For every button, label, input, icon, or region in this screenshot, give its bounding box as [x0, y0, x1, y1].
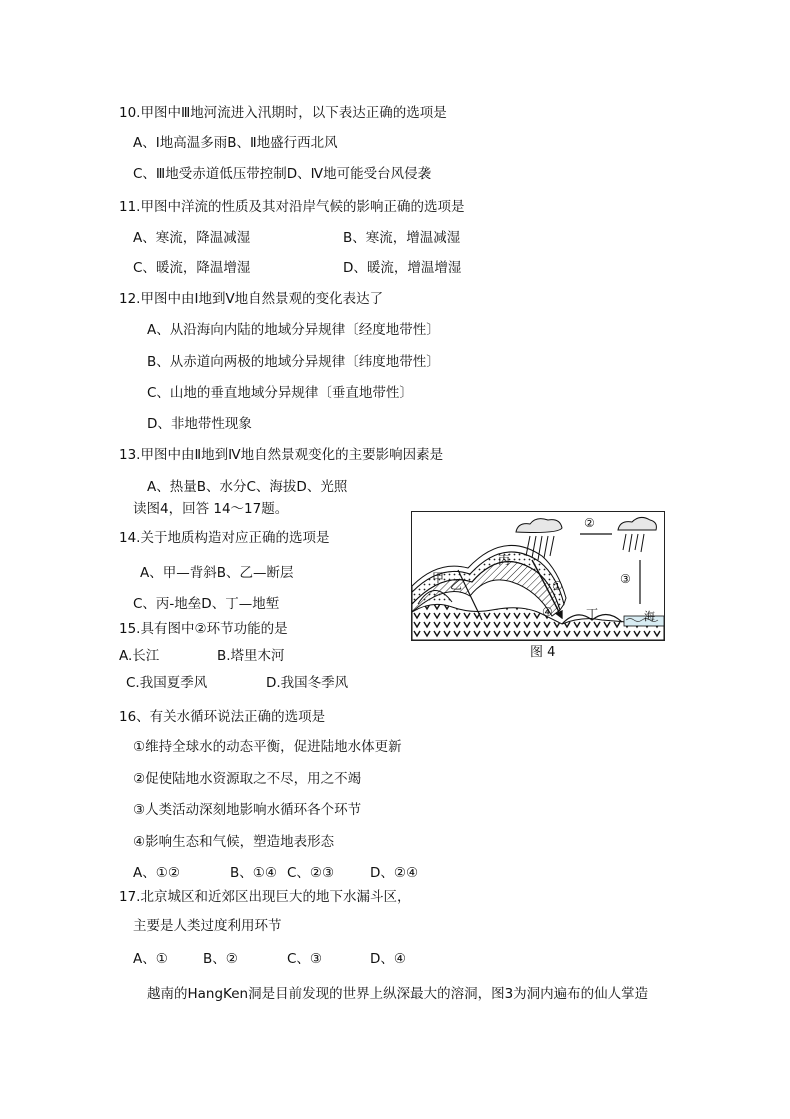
q17-options: [133, 950, 433, 968]
figure-caption: 图 4: [530, 645, 556, 660]
q13-options: A、热量B、水分C、海拔D、光照: [147, 479, 348, 495]
q11-options-row1: [133, 229, 533, 247]
q16-option-b: B、①④: [230, 865, 277, 881]
q16-stem: 16、有关水循环说法正确的选项是: [119, 709, 326, 725]
q17-option-a: A、①: [133, 951, 168, 967]
q16-statement-4: ④影响生态和气候，塑造地表形态: [133, 834, 335, 850]
label-circle-4: ④: [542, 605, 553, 619]
q16-statement-1: ①维持全球水的动态平衡，促进陆地水体更新: [133, 739, 402, 755]
label-circle-3: ③: [620, 572, 631, 586]
q14-options-ab: A、甲—背斜B、乙—断层: [140, 565, 294, 581]
label-jia: 甲: [432, 571, 445, 585]
q11-option-c: C、暖流，降温增湿: [133, 260, 251, 276]
q11-options-row2: [133, 259, 533, 277]
q17-option-c: C、③: [287, 951, 323, 967]
q11-option-b: B、寒流，增温减湿: [343, 230, 461, 246]
q16-statement-2: ②促使陆地水资源取之不尽，用之不竭: [133, 771, 362, 787]
q15-option-b: B.塔里木河: [217, 648, 285, 664]
q11-stem: 11.甲图中洋流的性质及其对沿岸气候的影响正确的选项是: [119, 199, 465, 215]
q17-stem-line2: 主要是人类过度利用环节: [133, 918, 282, 934]
q16-option-a: A、①②: [133, 865, 180, 881]
q15-option-c: C.我国夏季风: [126, 675, 208, 691]
q16-statement-3: ③人类活动深刻地影响水循环各个环节: [133, 802, 362, 818]
label-sea: 海: [644, 610, 655, 623]
q15-options-row1: [119, 647, 399, 665]
q13-stem: 13.甲图中由Ⅱ地到Ⅳ地自然景观变化的主要影响因素是: [119, 447, 444, 463]
q15-option-d: D.我国冬季风: [266, 675, 349, 691]
rain-right: [623, 534, 644, 552]
q12-option-b: B、从赤道向两极的地域分异规律〔纬度地带性〕: [147, 354, 440, 370]
q11-option-a: A、寒流，降温减湿: [133, 230, 251, 246]
q11-option-d: D、暖流，增温增湿: [343, 260, 462, 276]
label-circle-2: ②: [584, 516, 595, 530]
q17-option-b: B、②: [203, 951, 238, 967]
q10-options-cd: C、Ⅲ地受赤道低压带控制D、Ⅳ地可能受台风侵袭: [133, 166, 432, 182]
label-yi: 乙: [450, 578, 463, 592]
label-ding: 丁: [586, 607, 599, 621]
cloud-left: [516, 519, 562, 533]
q17-stem-line1: 17.北京城区和近郊区出现巨大的地下水漏斗区，: [119, 889, 411, 905]
q10-options-ab: A、Ⅰ地高温多雨B、Ⅱ地盛行西北风: [133, 135, 338, 151]
q16-options: [133, 864, 453, 882]
q15-option-a: A.长江: [119, 648, 160, 664]
cloud-right: [618, 517, 656, 530]
q12-stem: 12.甲图中由Ⅰ地到Ⅴ地自然景观的变化表达了: [119, 291, 384, 307]
q12-option-d: D、非地带性现象: [147, 416, 252, 432]
q10-stem: 10.甲图中Ⅲ地河流进入汛期时，以下表达正确的选项是: [119, 105, 447, 121]
label-bing: 丙: [498, 553, 511, 567]
closing-paragraph: 越南的HangKen洞是目前发现的世界上纵深最大的溶洞，图3为洞内遍布的仙人掌造: [147, 986, 649, 1002]
q17-option-d: D、④: [370, 951, 406, 967]
figure-4-diagram: [411, 511, 665, 641]
q14-options-cd: C、丙-地垒D、丁—地堑: [133, 596, 280, 612]
q12-option-a: A、从沿海向内陆的地域分异规律〔经度地带性〕: [147, 322, 440, 338]
q16-option-d: D、②④: [370, 865, 419, 881]
q16-option-c: C、②③: [287, 865, 335, 881]
q14-stem: 14.关于地质构造对应正确的选项是: [119, 530, 330, 546]
q15-options-row2: [126, 674, 406, 692]
figure-intro: 读图4，回答 14～17题。: [133, 501, 289, 517]
q12-option-c: C、山地的垂直地域分异规律〔垂直地带性〕: [147, 385, 413, 401]
label-circle-1: ①: [552, 579, 563, 593]
q15-stem: 15.具有图中②环节功能的是: [119, 621, 288, 637]
